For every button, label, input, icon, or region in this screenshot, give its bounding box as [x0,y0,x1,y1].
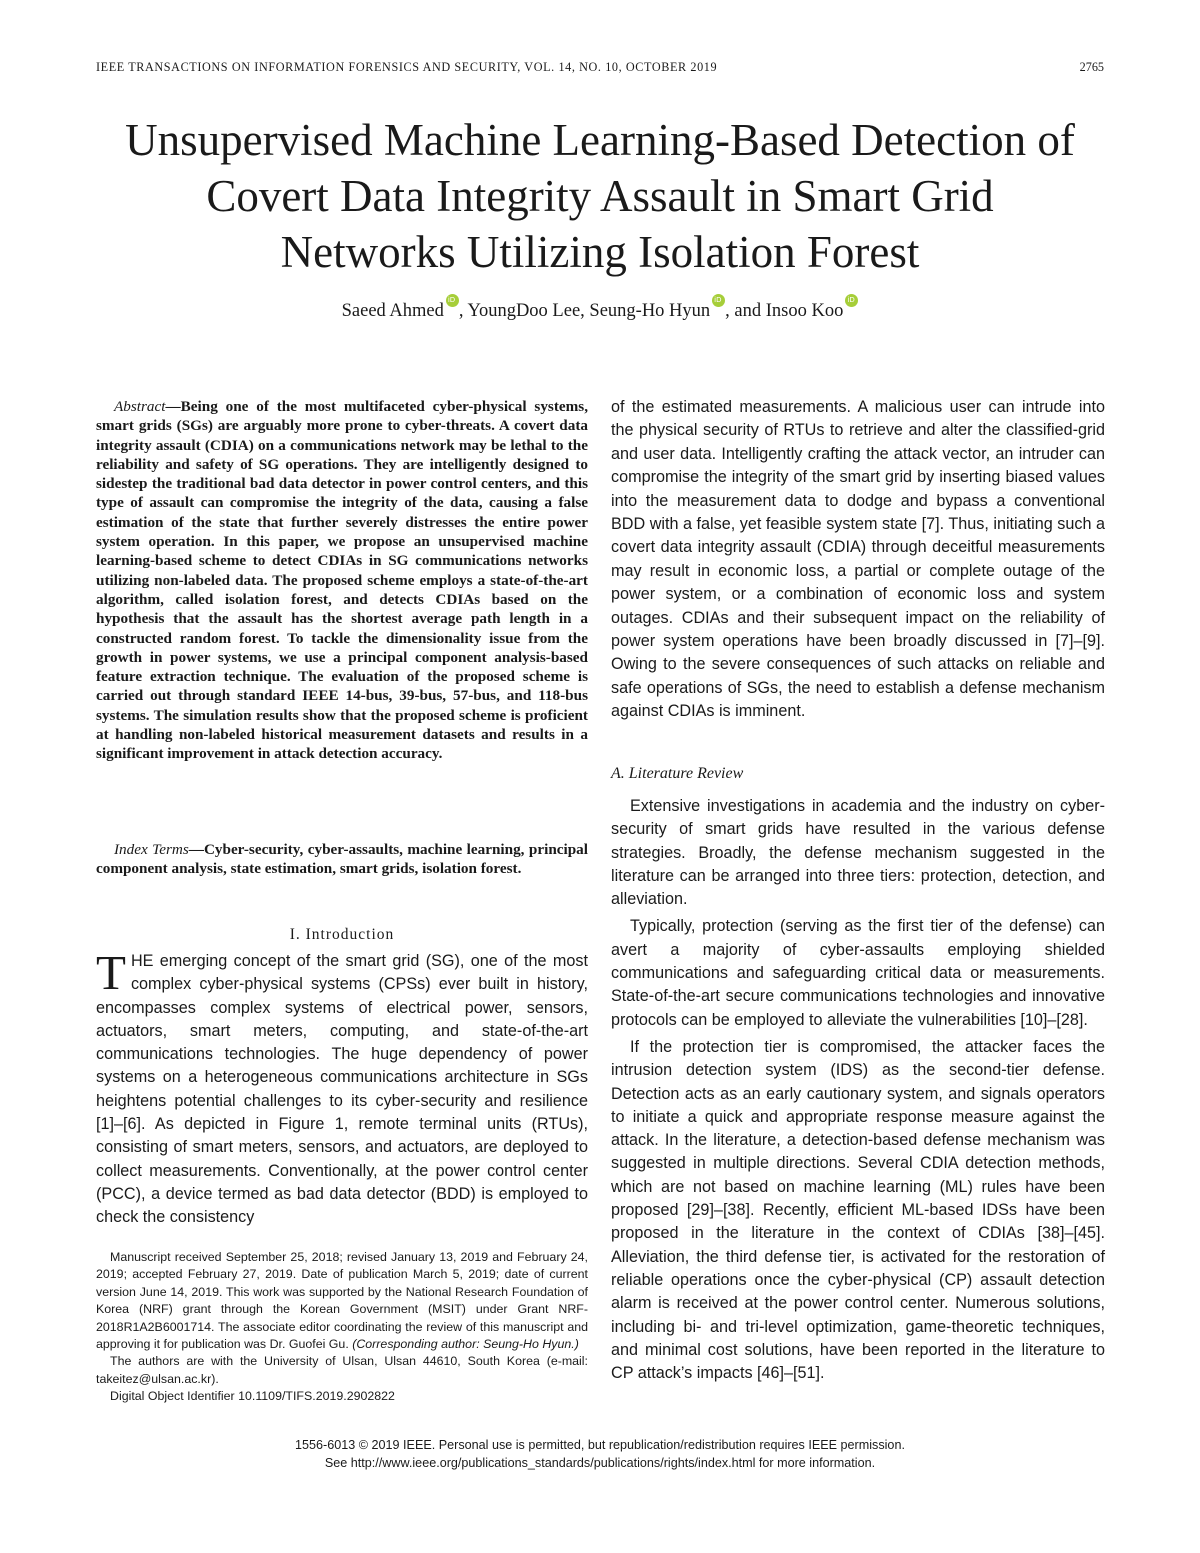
author-name: YoungDoo Lee [467,301,581,321]
section-heading-introduction: I. Introduction [289,926,395,943]
index-terms-text: Cyber-security, cyber-assaults, machine learning, principal component analysis, state estimation, smart grids, isolation forest. [96,841,588,878]
running-header: IEEE TRANSACTIONS ON INFORMATION FORENSICS AND SECURITY, VOL. 14, NO. 10, OCTOBER 2019 [96,60,718,74]
page-number: 2765 [1079,60,1104,74]
copyright-line: 1556-6013 © 2019 IEEE. Personal use is permitted, but republication/redistribution requires IEEE permission. [295,1438,905,1452]
author-separator: , and [725,301,766,321]
author-list [100,294,1100,322]
footnote-doi: Digital Object Identifier 10.1109/TIFS.2019.2902822 [110,1389,395,1404]
footnote-corresponding-author: (Corresponding author: Seung-Ho Hyun.) [352,1337,579,1352]
introduction-text: HE emerging concept of the smart grid (SG), one of the most complex cyber-physical systems (CPSs) ever built in history, encompasses complex systems of electrical power, sensors, actuators, smart meters, computing, and state-of-the-art communications technologies. The huge dependency of power systems on a heterogeneous communications architecture in SGs heightens potential challenges to its cyber-security and resilience [1]–[6]. As depicted in Figure 1, remote terminal units (RTUs), consisting of smart meters, sensors, and actuators, are deployed to collect measurements. Conventionally, at the power control center (PCC), a device termed as bad data detector (BDD) is employed to check the consistency [96,952,588,1227]
abstract [96,397,588,764]
body-paragraph: If the protection tier is compromised, the attacker faces the intrusion detection system (IDS) as the second-tier defense. Detection acts as an early cautionary system, and signals operators to initiate a quick and appropriate response measure against the attack. In the literature, a detection-based defense mechanism was suggested in multiple directions. Several CDIA detection methods, which are not based on machine learning (ML) rules have been proposed [29]–[38]. Recently, efficient ML-based IDSs have been proposed in the literature in the context of CDIAs [38]–[45]. Alleviation, the third defense tier, is activated for the restoration of reliable operations once the cyber-physical (CP) assault detection alarm is received at the power control center. Numerous solutions, including bi- and tri-level optimization, game-theoretic techniques, and minimal cost solutions, have been reported in the literature to CP attack’s impacts [46]–[51]. [611,1037,1105,1383]
orcid-icon[interactable] [845,294,858,307]
author-separator: , [458,301,468,321]
paper-title [70,112,1130,280]
author-name: Saeed Ahmed [341,301,444,321]
abstract-text: Being one of the most multifaceted cyber-physical systems, smart grids (SGs) are arguably more prone to cyber-threats. A covert data integrity assault (CDIA) on a communications network may be lethal to the reliability and safety of SG operations. They are intelligently designed to sidestep the traditional bad data detector in power control centers, and this type of assault can compromise the integrity of the data, causing a false estimation of the state that further severely distresses the entire power system operation. In this paper, we propose an unsupervised machine learning-based scheme to detect CDIAs in SG communications networks utilizing non-labeled data. The proposed scheme employs a state-of-the-art algorithm, called isolation forest, and detects CDIAs based on the hypothesis that the assault has the shortest average path length in a constructed random forest. To tackle the dimensionality issue from the growth in power systems, we use a principal component analysis-based feature extraction technique. The evaluation of the proposed scheme is carried out through standard IEEE 14-bus, 39-bus, 57-bus, and 118-bus systems. The simulation results show that the proposed scheme is proficient at handling non-labeled historical measurement datasets and results in a significant improvement in attack detection accuracy. [96,398,588,763]
literature-review-body [611,795,1105,1385]
copyright-notice [100,1436,1100,1472]
index-terms-label: Index Terms [114,841,189,858]
title-line-1: Unsupervised Machine Learning-Based Detection of [125,115,1075,165]
footnote-manuscript: Manuscript received September 25, 2018; revised January 13, 2019 and February 24, 2019; accepted February 27, 2019. Date of publication March 5, 2019; date of current version June 14, 2019. This work was supported by the National Research Foundation of Korea (NRF) grant through the Korean Government (MSIT) under Grant NRF-2018R1A2B6001714. The associate editor coordinating the review of this manuscript and approving it for publication was Dr. Guofei Gu. [96,1250,588,1352]
drop-cap: T [96,945,126,1000]
introduction-continued [611,396,1105,724]
title-line-2: Covert Data Integrity Assault in Smart Grid [206,171,994,221]
body-paragraph: Extensive investigations in academia and the industry on cyber-security of smart grids have resulted in the various defense strategies. Broadly, the defense mechanism suggested in the literature can be arranged into three tiers: protection, detection, and alleviation. [611,797,1105,909]
index-terms-dash: — [188,841,204,858]
first-page-footnote [96,1249,588,1406]
abstract-dash: — [165,398,181,415]
body-paragraph: Typically, protection (serving as the first tier of the defense) can avert a majority of cyber-assaults employing shielded communications and safeguarding critical data or measurements. State-of-the-art secure communications technologies and innovative protocols can be employed to alleviate the vulnerabilities [10]–[28]. [611,917,1105,1029]
orcid-icon[interactable] [712,294,725,307]
footnote-affiliation: The authors are with the University of Ulsan, Ulsan 44610, South Korea (e-mail: takeitez@ulsan.ac.kr). [96,1354,588,1386]
author-name: Seung-Ho Hyun [589,301,711,321]
introduction-body [96,945,588,1230]
orcid-icon[interactable] [446,294,459,307]
author-name: Insoo Koo [765,301,844,321]
abstract-label: Abstract [114,398,166,415]
permissions-link-line[interactable]: See http://www.ieee.org/publications_standards/publications/rights/index.html for more information. [324,1456,876,1471]
title-line-3: Networks Utilizing Isolation Forest [280,227,920,277]
author-separator: , [580,301,590,321]
index-terms [96,840,588,879]
body-paragraph: of the estimated measurements. A malicious user can intrude into the physical security of RTUs to retrieve and alter the classified-grid and user data. Intelligently crafting the attack vector, an intruder can compromise the integrity of the smart grid by inserting biased values into the measurement data to dodge and bypass a conventional BDD with a false, yet feasible system state [7]. Thus, initiating such a covert data integrity assault (CDIA) through deceitful measurements may result in economic loss, a partial or complete outage of the power system, or a combination of economic loss and system outages. CDIAs and their subsequent impact on the reliability of power system operations have been broadly discussed in [7]–[9]. Owing to the severe consequences of such attacks on reliable and safe operations of SGs, the need to establish a defense mechanism against CDIAs is imminent. [611,398,1105,721]
subsection-heading-literature-review: A. Literature Review [611,765,744,782]
